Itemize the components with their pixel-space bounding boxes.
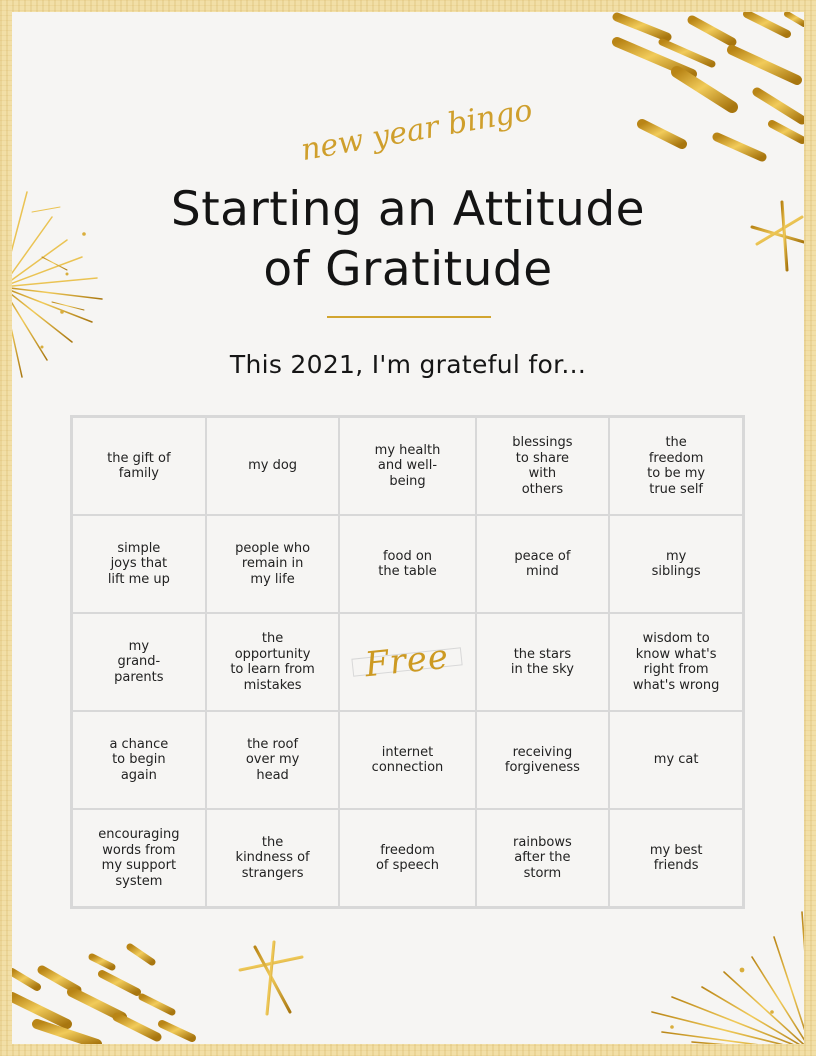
bingo-cell[interactable]: simple joys that lift me up bbox=[72, 515, 206, 613]
bingo-grid bbox=[70, 415, 745, 909]
bingo-cell[interactable]: my best friends bbox=[609, 809, 743, 907]
bingo-cell[interactable]: blessings to share with others bbox=[476, 417, 610, 515]
sparkles-bottom-right bbox=[670, 968, 774, 1029]
bingo-cell[interactable]: wisdom to know what's right from what's wrong bbox=[609, 613, 743, 711]
bingo-cell[interactable]: the stars in the sky bbox=[476, 613, 610, 711]
bingo-cell[interactable]: my cat bbox=[609, 711, 743, 809]
star-bottom bbox=[240, 942, 302, 1014]
bingo-cell[interactable]: my siblings bbox=[609, 515, 743, 613]
sunburst-bottom-right bbox=[652, 912, 804, 1044]
bingo-cell-free[interactable] bbox=[339, 613, 475, 711]
script-title bbox=[267, 92, 567, 172]
bingo-cell[interactable]: the gift of family bbox=[72, 417, 206, 515]
free-space-label: Free bbox=[352, 648, 463, 677]
bingo-cell[interactable]: rainbows after the storm bbox=[476, 809, 610, 907]
paper-sheet bbox=[12, 12, 804, 1044]
bingo-cell[interactable]: peace of mind bbox=[476, 515, 610, 613]
brush-strokes-top-right bbox=[617, 14, 804, 157]
bingo-cell[interactable]: the roof over my head bbox=[206, 711, 340, 809]
title-divider bbox=[327, 316, 491, 318]
bingo-cell[interactable]: freedom of speech bbox=[339, 809, 475, 907]
bingo-cell[interactable]: encouraging words from my support system bbox=[72, 809, 206, 907]
bingo-cell[interactable]: a chance to begin again bbox=[72, 711, 206, 809]
bingo-cell[interactable]: my grand- parents bbox=[72, 613, 206, 711]
brush-strokes-bottom-left bbox=[12, 947, 192, 1044]
page-title-line-2: of Gratitude bbox=[263, 242, 553, 297]
bingo-cell[interactable]: the freedom to be my true self bbox=[609, 417, 743, 515]
bingo-cell[interactable]: my dog bbox=[206, 417, 340, 515]
bingo-cell[interactable]: the opportunity to learn from mistakes bbox=[206, 613, 340, 711]
script-title-text: new year bingo bbox=[298, 92, 536, 169]
page-title-line-1: Starting an Attitude bbox=[170, 182, 646, 237]
subtitle: This 2021, I'm grateful for... bbox=[229, 350, 587, 379]
bingo-cell[interactable]: food on the table bbox=[339, 515, 475, 613]
page-title bbox=[12, 180, 804, 300]
bingo-cell[interactable]: receiving forgiveness bbox=[476, 711, 610, 809]
bingo-cell[interactable]: the kindness of strangers bbox=[206, 809, 340, 907]
bingo-cell[interactable]: internet connection bbox=[339, 711, 475, 809]
bingo-cell[interactable]: my health and well- being bbox=[339, 417, 475, 515]
bingo-cell[interactable]: people who remain in my life bbox=[206, 515, 340, 613]
